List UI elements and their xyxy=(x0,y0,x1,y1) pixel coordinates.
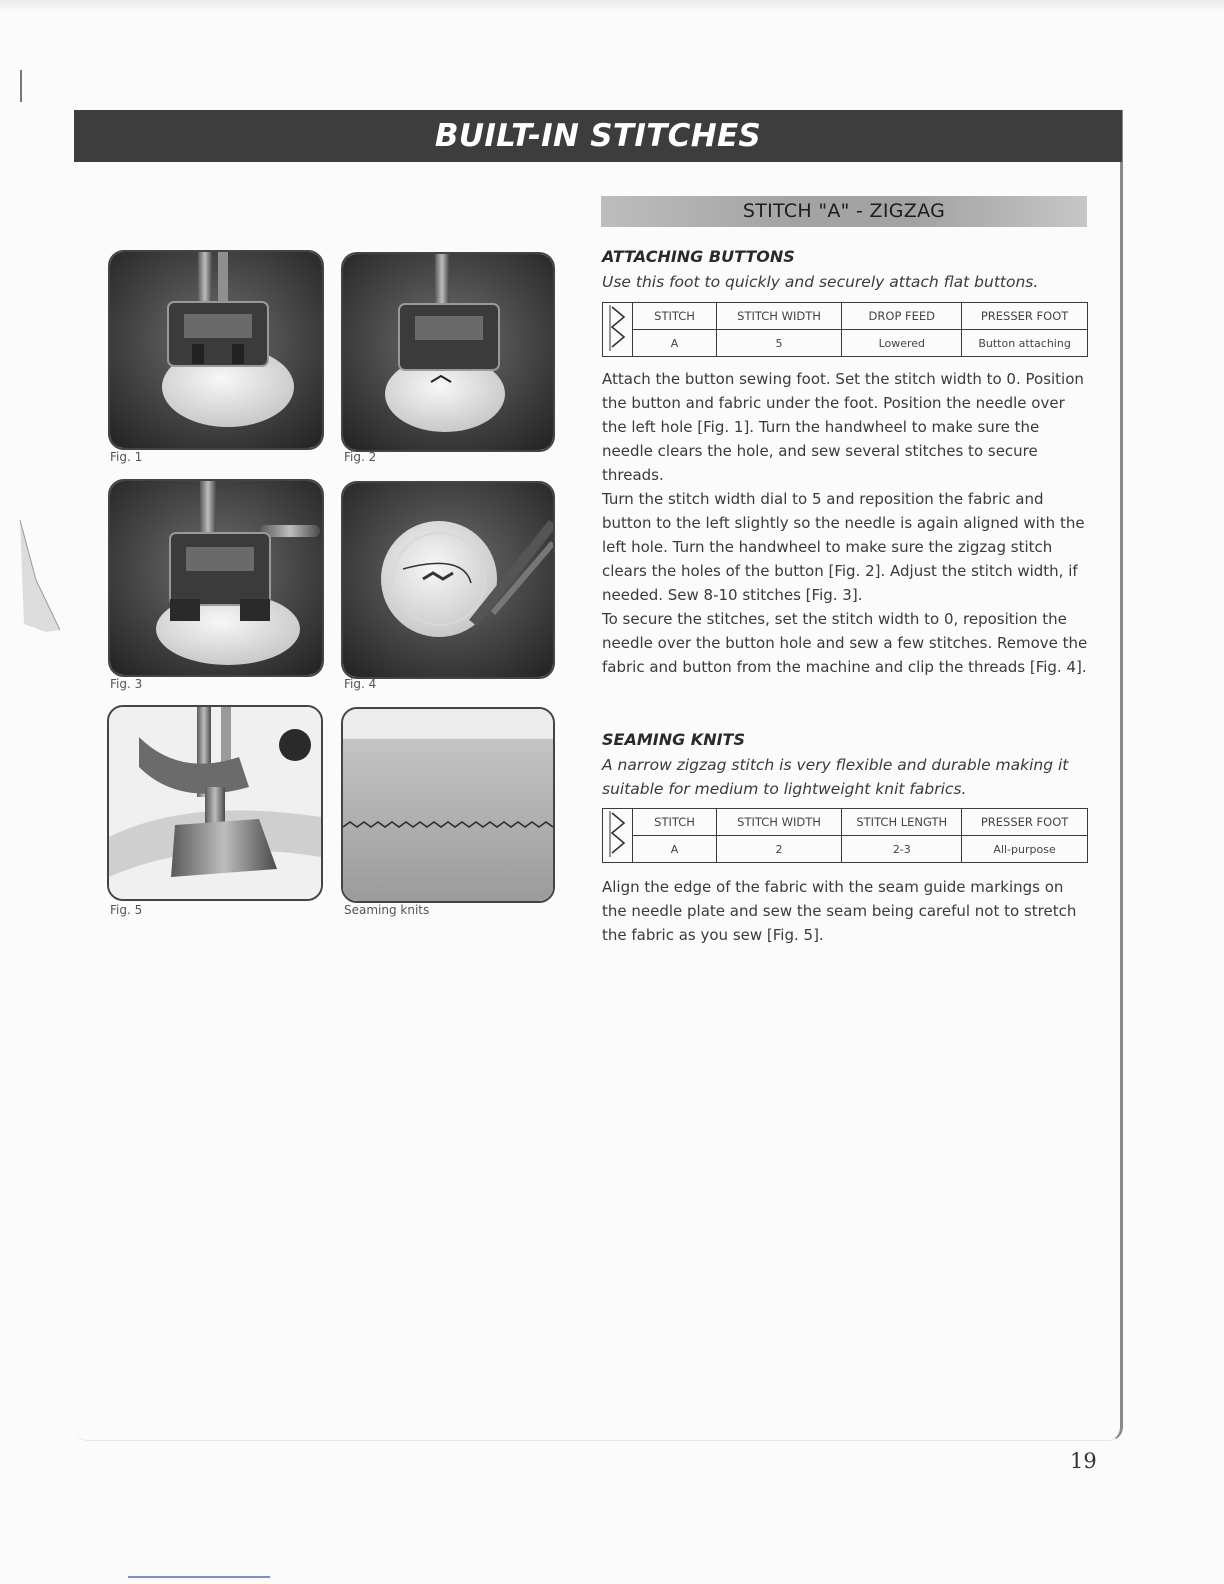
attaching-buttons-settings-table xyxy=(602,302,1088,357)
table-header-stitch-width: STITCH WIDTH xyxy=(716,303,842,330)
table-cell-drop-feed: Lowered xyxy=(842,330,962,357)
figure-seaming-knits xyxy=(341,707,555,903)
table-cell-presser-foot: Button attaching xyxy=(962,330,1088,357)
figure-2 xyxy=(341,252,555,452)
attaching-buttons-paragraph-2: Turn the stitch width dial to 5 and reposition the fabric and button to the left slightly so the needle is again aligned with the left hole. Turn the handwheel to make sure the zigzag stitch clears the holes of the button [Fig. 2]. Adjust the stitch width, if needed. Sew 8-10 stitches [Fig. 3]. xyxy=(602,490,1085,604)
scan-top-edge xyxy=(0,0,1224,12)
table-header-presser-foot: PRESSER FOOT xyxy=(962,303,1088,330)
table-header-stitch: STITCH xyxy=(633,303,716,330)
page-title: BUILT-IN STITCHES xyxy=(434,118,762,154)
page-number: 19 xyxy=(1070,1449,1097,1473)
all-purpose-foot-photo-icon xyxy=(109,707,321,899)
attaching-buttons-paragraph-1: Attach the button sewing foot. Set the stitch width to 0. Position the button and fabric under the foot. Position the needle over the left hole [Fig. 1]. Turn the handwheel to make sure the needle clears the hole, and sew several stitches to secure threads. xyxy=(602,370,1084,484)
table-header-presser-foot: PRESSER FOOT xyxy=(962,809,1088,836)
table-cell-stitch-width: 2 xyxy=(716,836,842,863)
attaching-buttons-intro: Use this foot to quickly and securely attach flat buttons. xyxy=(602,273,1039,291)
table-header-stitch-width: STITCH WIDTH xyxy=(716,809,842,836)
scan-edge-mark xyxy=(16,520,60,640)
button-sewing-foot-photo-icon xyxy=(110,481,322,675)
figure-4-label: Fig. 4 xyxy=(344,677,377,691)
zigzag-stitch-icon xyxy=(603,809,633,863)
table-header-stitch: STITCH xyxy=(633,809,716,836)
seaming-knits-intro: A narrow zigzag stitch is very flexible and durable making it suitable for medium to lightweight knit fabrics. xyxy=(602,756,1069,798)
table-cell-stitch: A xyxy=(633,330,716,357)
figure-seaming-knits-label: Seaming knits xyxy=(344,903,430,917)
seaming-knits-paragraph-1: Align the edge of the fabric with the seam guide markings on the needle plate and sew the seam being careful not to stretch the fabric as you sew [Fig. 5]. xyxy=(602,878,1077,944)
figure-2-label: Fig. 2 xyxy=(344,450,377,464)
attaching-buttons-paragraph-3: To secure the stitches, set the stitch width to 0, reposition the needle over the button hole and sew a few stitches. Remove the fabric and button from the machine and clip the threads [Fig. 4]. xyxy=(602,610,1088,676)
table-cell-stitch-length: 2-3 xyxy=(842,836,962,863)
figure-3-label: Fig. 3 xyxy=(110,677,143,691)
button-thread-closeup-photo-icon xyxy=(343,483,553,677)
table-header-drop-feed: DROP FEED xyxy=(842,303,962,330)
footer-line xyxy=(128,1576,270,1578)
table-cell-stitch: A xyxy=(633,836,716,863)
button-sewing-foot-photo-icon xyxy=(110,252,322,448)
section-title: STITCH "A" - ZIGZAG xyxy=(742,200,946,222)
figure-5-label: Fig. 5 xyxy=(110,903,143,917)
figure-1-label: Fig. 1 xyxy=(110,450,143,464)
figure-4 xyxy=(341,481,555,679)
section-title-bar xyxy=(601,196,1087,227)
title-banner xyxy=(74,110,1122,162)
seaming-knits-settings-table xyxy=(602,808,1088,863)
table-header-stitch-length: STITCH LENGTH xyxy=(842,809,962,836)
scan-edge-tick xyxy=(20,70,22,102)
figure-5 xyxy=(107,705,323,901)
figure-3 xyxy=(108,479,324,677)
attaching-buttons-heading: ATTACHING BUTTONS xyxy=(602,247,795,266)
button-sewing-foot-photo-icon xyxy=(343,254,553,450)
table-cell-stitch-width: 5 xyxy=(716,330,842,357)
zigzag-seam-fabric-photo-icon xyxy=(343,709,553,901)
zigzag-stitch-icon xyxy=(603,303,633,357)
figure-1 xyxy=(108,250,324,450)
table-cell-presser-foot: All-purpose xyxy=(962,836,1088,863)
seaming-knits-heading: SEAMING KNITS xyxy=(602,730,745,749)
